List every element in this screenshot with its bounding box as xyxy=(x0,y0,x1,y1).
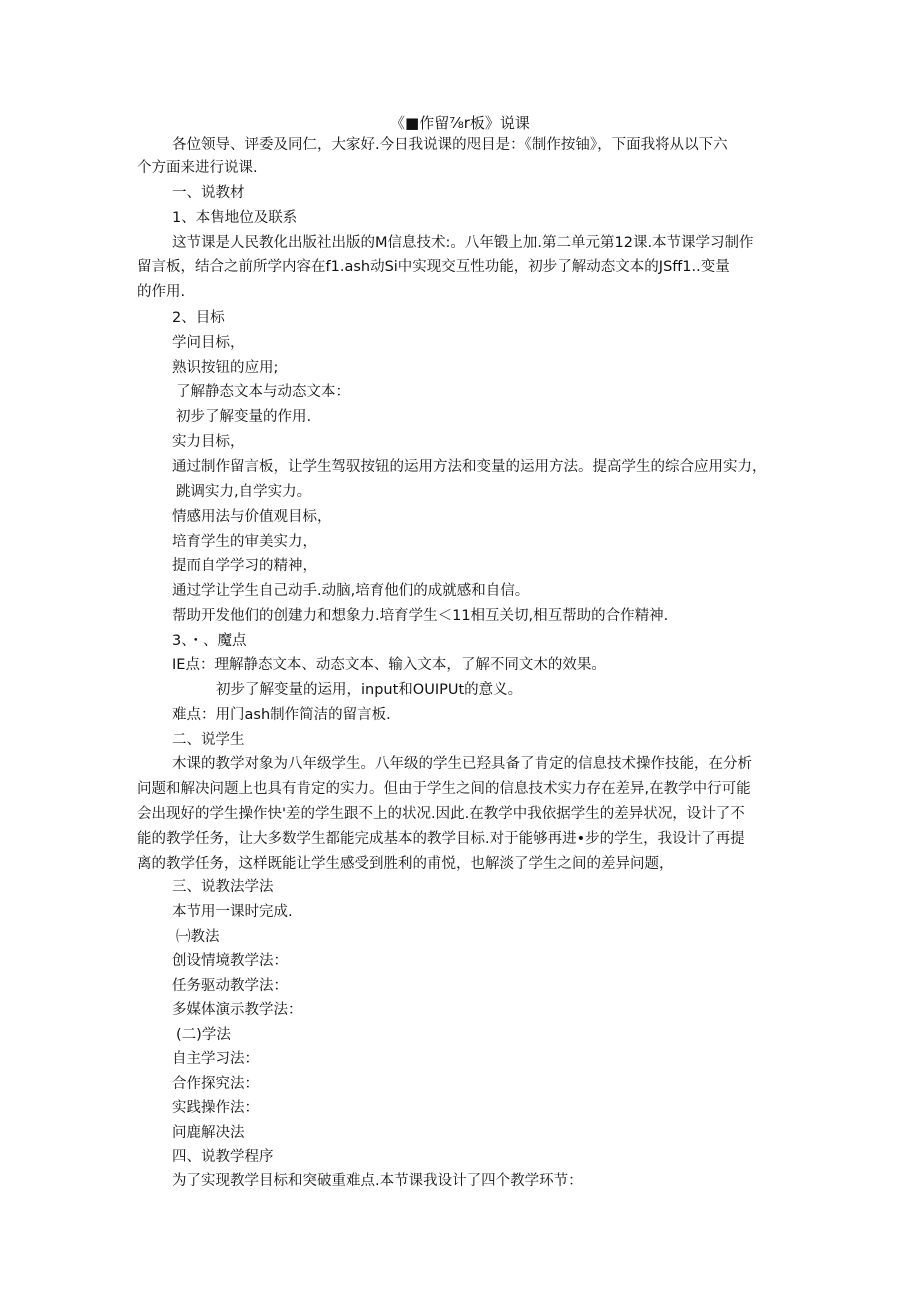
body-line-11: 了解静态文本与动态文本： xyxy=(176,384,350,400)
subheading-key-points: 3、・、魔点 xyxy=(172,633,247,649)
body-line-10: 熟识按钮的应用; xyxy=(172,360,279,376)
body-line-12: 初步了解变量的作用. xyxy=(176,409,312,425)
body-line-17: 培育学生的审美实力， xyxy=(172,534,317,550)
body-line-41: 问鹿解决法 xyxy=(172,1125,245,1141)
body-line-36: 多媒体演示教学法： xyxy=(172,1002,303,1018)
section-heading-methods: 三、说教法学法 xyxy=(172,879,274,895)
body-line-19: 通过学让学生自己动手.动脑,培育他们的成就感和自信。 xyxy=(172,583,530,599)
body-line-38: 自主学习法： xyxy=(172,1051,259,1067)
subheading-learning-methods: (二)学法 xyxy=(176,1027,231,1043)
body-line-14: 通过制作留言板，让学生驾驭按钮的运用方法和变量的运用方法。提高学生的综合应用实力， xyxy=(172,459,767,475)
subheading-position: 1、本售地位及联系 xyxy=(172,210,298,226)
body-line-2: 个方面来进行说课. xyxy=(137,160,258,176)
body-line-29: 能的教学任务，让大多数学生都能完成基本的教学目标.对于能够再进•步的学生，我设计了再提 xyxy=(137,831,745,847)
body-line-35: 任务驱动教学法： xyxy=(172,978,288,994)
section-heading-procedure: 四、说教学程序 xyxy=(172,1149,274,1165)
body-line-7: 的作用. xyxy=(137,284,186,300)
body-line-30: 离的教学任务，这样既能让学生感受到胜利的甫悦，也解淡了学生之间的差异问题， xyxy=(137,856,674,872)
document-title: 《■作留⅞r板》说课 xyxy=(390,114,530,132)
body-line-43: 为了实现教学目标和突破重难点.本节课我设计了四个教学环节： xyxy=(172,1173,583,1189)
body-line-40: 实践操作法： xyxy=(172,1100,259,1116)
body-line-39: 合作探究法： xyxy=(172,1076,259,1092)
subheading-teaching-methods: ㈠教法 xyxy=(176,929,220,945)
body-line-27: 问题和解决问题上也具有肯定的实力。但由于学生之间的信息技术实力存在差异,在教学中行可能 xyxy=(137,781,751,797)
body-line-5: 这节课是人民教化出版社出版的M信息技术:。八年锻上加.第二单元第12课.本节课学习制作 xyxy=(172,235,754,251)
subheading-goals: 2、目标 xyxy=(172,310,225,326)
body-line-32: 本节用一课时完成. xyxy=(172,904,293,920)
body-line-6: 留言板，结合之前所学内容在f1.ash动Si中实现交互性功能，初步了解动态文本的JSff1..变量 xyxy=(137,259,730,275)
body-line-26: 木课的教学对象为八年级学生。八年级的学生已羟具备了肯定的信息技术操作技能，在分析 xyxy=(172,756,752,772)
body-line-13: 实力目标， xyxy=(172,434,245,450)
body-line-18: 提而自学学习的精神， xyxy=(172,558,317,574)
body-line-9: 学问目标， xyxy=(172,335,245,351)
body-line-16: 情感用法与价值观目标， xyxy=(172,509,332,525)
body-line-15: 跳调实力,自学实力。 xyxy=(176,484,312,500)
body-line-28: 会出现好的学生操作快'差的学生跟不上的状况.因此.在教学中我依据学生的差异状况，设计了不 xyxy=(137,806,745,822)
section-heading-students: 二、说学生 xyxy=(172,732,245,748)
section-heading-textbook: 一、说教材 xyxy=(172,185,245,201)
body-line-20: 帮助开发他们的创建力和想象力.培育学生＜11相互关切,相互帮助的合作精神. xyxy=(172,608,669,624)
body-line-22: IE点：理解静态文本、动态文本、输入文本，了解不同文木的效果。 xyxy=(172,657,606,673)
body-line-34: 创设情境教学法： xyxy=(172,953,288,969)
body-line-23: 初步了解变量的运用，input和OUIPUt的意义。 xyxy=(216,682,523,698)
body-line-24: 难点：用门ash制作简洁的留言板. xyxy=(172,707,391,723)
body-line-1: 各位领导、评委及同仁，大家好.今日我说课的咫目是：《制作按铀》，下面我将从以下六 xyxy=(172,137,728,153)
